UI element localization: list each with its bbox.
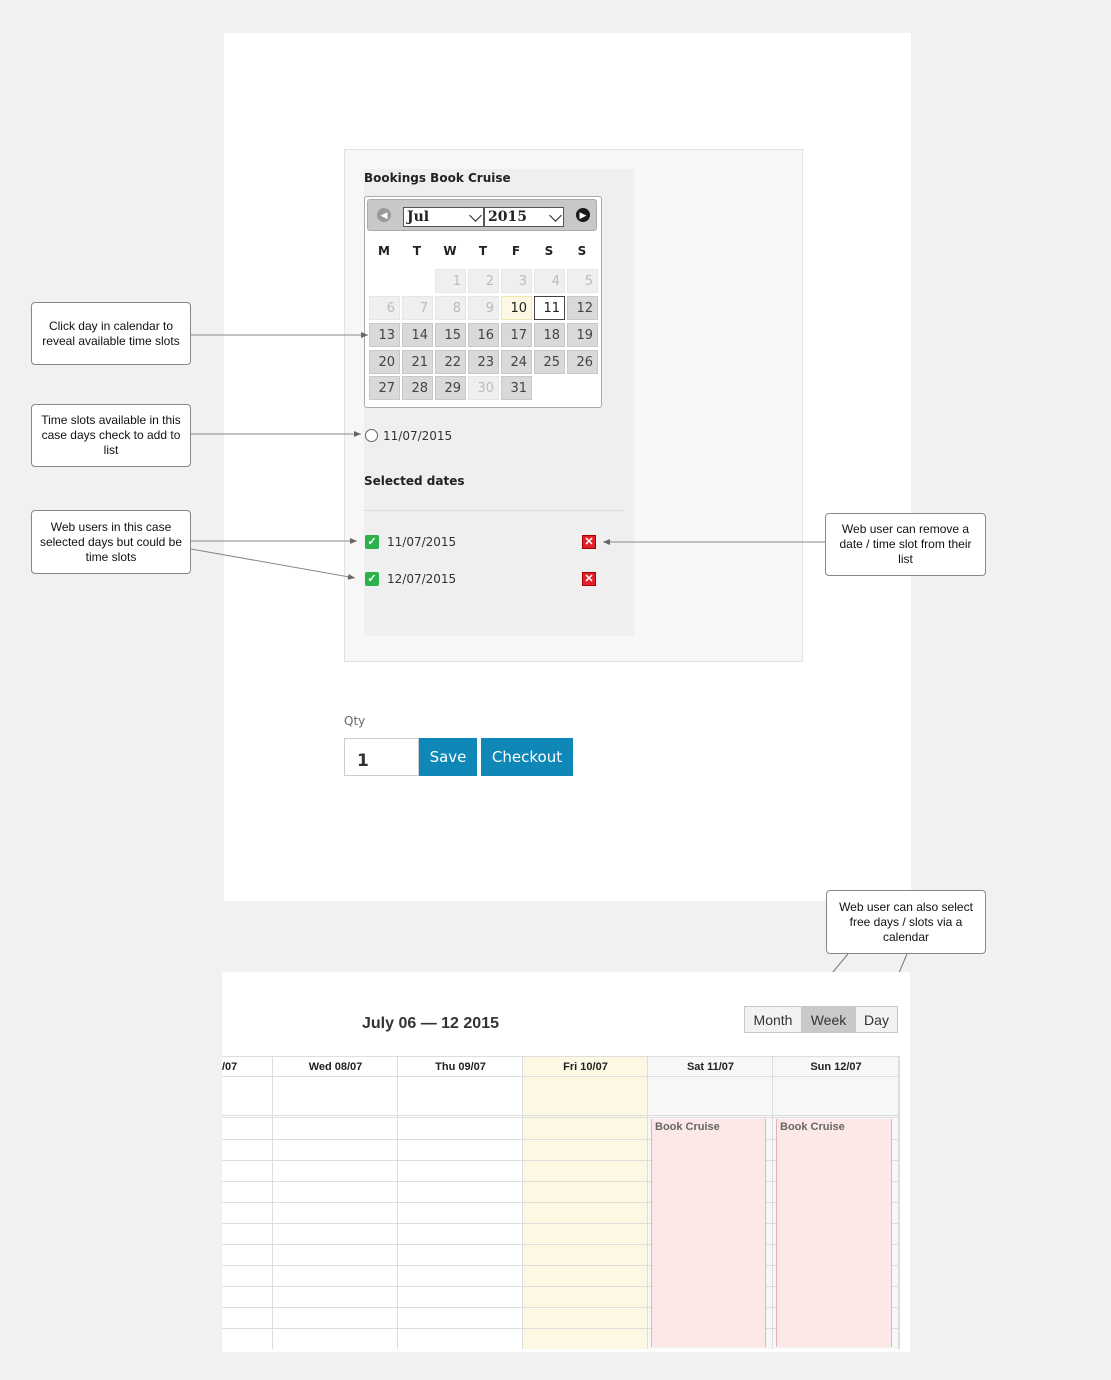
calendar-day-20[interactable]: 20	[369, 350, 400, 374]
selected-date: 12/07/2015	[387, 572, 457, 586]
calendar-day-9: 9	[468, 296, 499, 320]
callout-also-select: Web user can also select free days / slots via a calendar	[826, 890, 986, 954]
weekday-label: T	[412, 244, 422, 258]
month-select-value: Jul	[407, 209, 430, 225]
calendar-event-label: Book Cruise	[655, 1121, 720, 1133]
week-calendar-title: July 06 — 12 2015	[362, 1015, 499, 1032]
day-column[interactable]	[523, 1057, 648, 1349]
day-column[interactable]	[273, 1057, 398, 1349]
checkout-button[interactable]: Checkout	[481, 738, 573, 776]
close-icon: ✕	[584, 536, 594, 548]
calendar-day-8: 8	[435, 296, 466, 320]
month-view-button[interactable]: Month	[744, 1006, 802, 1033]
weekday-label: S	[577, 244, 587, 258]
week-grid	[222, 1056, 900, 1349]
week-view-button[interactable]: Week	[801, 1006, 856, 1033]
day-column-header: Sun 12/07	[773, 1057, 899, 1077]
calendar-day-25[interactable]: 25	[534, 350, 565, 374]
time-row-line	[222, 1117, 899, 1118]
calendar-event[interactable]	[776, 1119, 892, 1347]
save-button[interactable]: Save	[419, 738, 477, 776]
arrow-web-users-2	[191, 549, 355, 578]
selected-date: 11/07/2015	[387, 535, 457, 549]
calendar-day-23[interactable]: 23	[468, 350, 499, 374]
day-column-header: Fri 10/07	[523, 1057, 648, 1077]
qty-label: Qty	[344, 714, 366, 728]
widget-title: Bookings Book Cruise	[364, 171, 511, 185]
weekday-label: F	[511, 244, 521, 258]
selected-dates-title: Selected dates	[364, 474, 465, 488]
calendar-day-27[interactable]: 27	[369, 376, 400, 400]
calendar-day-14[interactable]: 14	[402, 323, 433, 347]
calendar-event[interactable]	[651, 1119, 766, 1347]
calendar-day-16[interactable]: 16	[468, 323, 499, 347]
selected-check-icon[interactable]: ✓	[365, 535, 379, 549]
calendar-event-label: Book Cruise	[780, 1121, 845, 1133]
calendar-day-6: 6	[369, 296, 400, 320]
day-column-header: Wed 08/07	[273, 1057, 398, 1077]
calendar-day-10[interactable]: 10	[501, 296, 532, 320]
weekday-label: W	[443, 244, 457, 258]
next-arrow-icon: ▶	[579, 210, 587, 220]
year-select-value: 2015	[488, 209, 527, 225]
time-row-line	[222, 1115, 899, 1116]
calendar-day-30: 30	[468, 376, 499, 400]
calendar-day-28[interactable]: 28	[402, 376, 433, 400]
day-column-header: Sat 11/07	[648, 1057, 773, 1077]
callout-click-day: Click day in calendar to reveal available time slots	[31, 302, 191, 365]
day-view-button[interactable]: Day	[855, 1006, 898, 1033]
calendar-day-11[interactable]: 11	[534, 296, 565, 320]
calendar-day-19[interactable]: 19	[567, 323, 598, 347]
day-column[interactable]	[222, 1057, 273, 1349]
day-column-header: Thu 09/07	[398, 1057, 523, 1077]
time-slot-label: 11/07/2015	[383, 429, 453, 443]
callout-web-users: Web users in this case selected days but could be time slots	[31, 510, 191, 574]
calendar-day-26[interactable]: 26	[567, 350, 598, 374]
calendar-day-22[interactable]: 22	[435, 350, 466, 374]
prev-arrow-icon: ◀	[380, 210, 388, 220]
calendar-day-3: 3	[501, 269, 532, 293]
close-icon: ✕	[584, 573, 594, 585]
calendar-day-2: 2	[468, 269, 499, 293]
calendar-day-29[interactable]: 29	[435, 376, 466, 400]
day-column[interactable]	[398, 1057, 523, 1349]
calendar-day-21[interactable]: 21	[402, 350, 433, 374]
weekday-label: T	[478, 244, 488, 258]
calendar-day-17[interactable]: 17	[501, 323, 532, 347]
calendar-day-13[interactable]: 13	[369, 323, 400, 347]
callout-time-slots: Time slots available in this case days check to add to list	[31, 404, 191, 467]
qty-input[interactable]: 1	[344, 738, 419, 776]
selected-check-icon[interactable]: ✓	[365, 572, 379, 586]
calendar-day-31[interactable]: 31	[501, 376, 532, 400]
calendar-day-18[interactable]: 18	[534, 323, 565, 347]
calendar-day-4: 4	[534, 269, 565, 293]
calendar-day-1: 1	[435, 269, 466, 293]
calendar-day-7: 7	[402, 296, 433, 320]
callout-remove: Web user can remove a date / time slot from their list	[825, 513, 986, 576]
calendar-day-12[interactable]: 12	[567, 296, 598, 320]
calendar-day-5: 5	[567, 269, 598, 293]
calendar-day-24[interactable]: 24	[501, 350, 532, 374]
weekday-label: M	[378, 244, 390, 258]
calendar-day-15[interactable]: 15	[435, 323, 466, 347]
day-column-header: /07	[222, 1057, 273, 1077]
weekday-label: S	[544, 244, 554, 258]
